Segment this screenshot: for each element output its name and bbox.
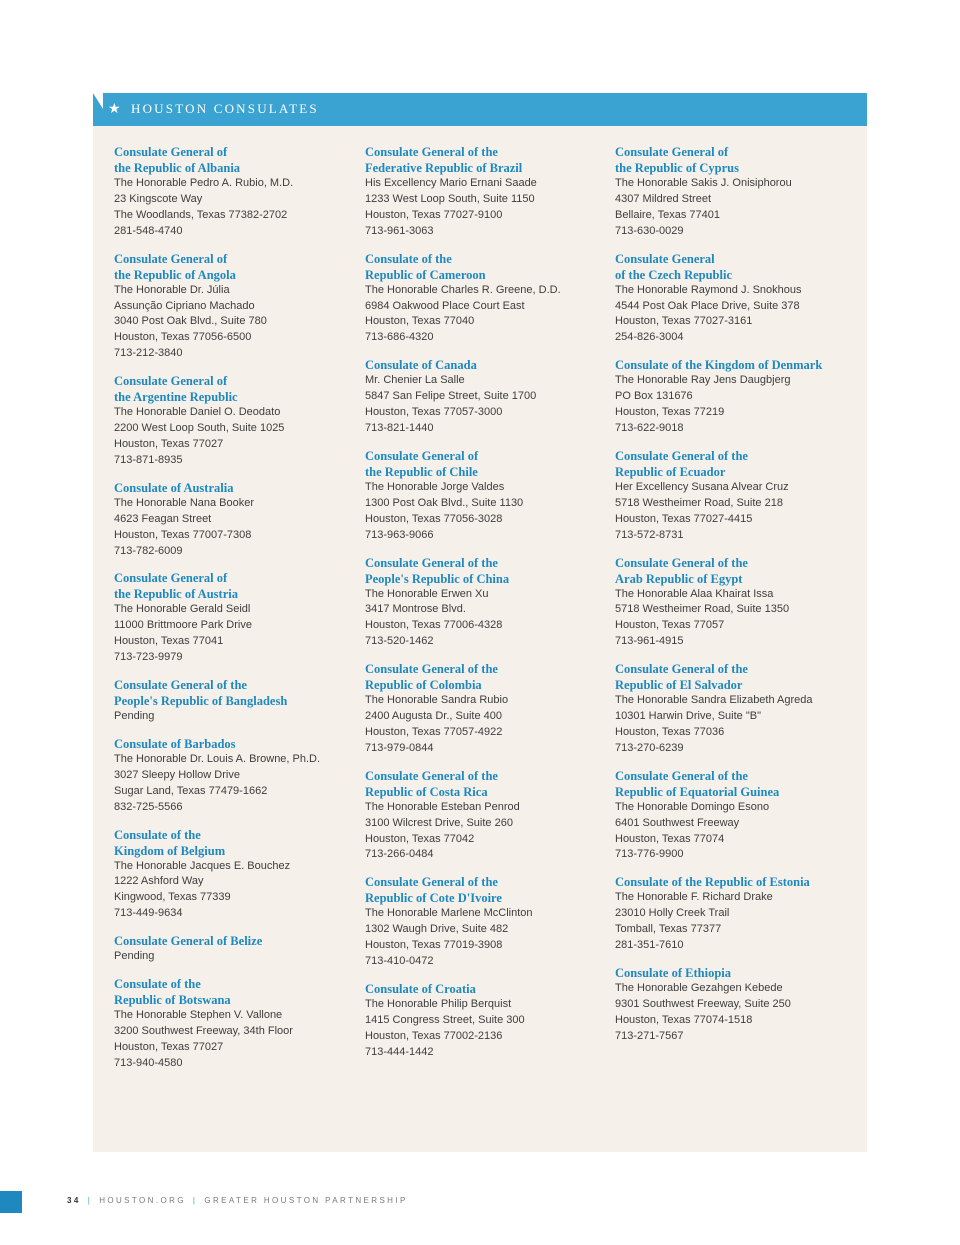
consulate-entry (365, 144, 605, 240)
consulate-detail-line: 713-520-1462 (365, 635, 434, 648)
consulate-detail-line: PO Box 131676 (615, 390, 693, 403)
consulate-detail-line: Kingwood, Texas 77339 (114, 891, 231, 904)
consulate-entry (114, 677, 354, 725)
consulate-name: Consulate General of the Argentine Republic (114, 374, 238, 405)
consulate-detail-line: The Honorable Sandra Elizabeth Agreda (615, 694, 813, 707)
consulate-detail-line: 713-979-0844 (365, 741, 434, 754)
page-footer (67, 1196, 408, 1206)
consulate-name: Consulate General of the Republic of Colombia (365, 662, 498, 693)
consulate-name: Consulate of Croatia (365, 982, 476, 996)
consulate-details (114, 709, 354, 725)
consulate-detail-line: 713-871-8935 (114, 453, 183, 466)
consulate-detail-line: 23 Kingscote Way (114, 192, 203, 205)
consulate-entry (365, 357, 605, 437)
consulate-details (114, 176, 354, 240)
consulate-details (114, 496, 354, 560)
consulate-name: Consulate General of the People's Republic of Bangladesh (114, 678, 288, 709)
consulate-details (365, 693, 605, 757)
consulate-entry (114, 736, 354, 816)
consulate-detail-line: Houston, Texas 77036 (615, 725, 725, 738)
consulate-details (615, 176, 860, 240)
section-title: HOUSTON CONSULATES (131, 101, 319, 116)
consulate-detail-line: Houston, Texas 77057-4922 (365, 725, 503, 738)
consulate-entry (615, 768, 860, 864)
consulate-detail-line: 6984 Oakwood Place Court East (365, 299, 525, 312)
consulate-details (365, 906, 605, 970)
consulate-detail-line: 713-686-4320 (365, 331, 434, 344)
consulate-detail-line: Mr. Chenier La Salle (365, 374, 465, 387)
consulate-detail-line: The Honorable Ray Jens Daugbjerg (615, 374, 791, 387)
consulate-name: Consulate General of the Federative Republic of Brazil (365, 145, 523, 175)
consulate-detail-line: 3040 Post Oak Blvd., Suite 780 (114, 315, 267, 328)
consulate-detail-line: The Honorable Marlene McClinton (365, 907, 533, 920)
footer-separator: | (192, 1196, 198, 1205)
consulate-name: Consulate General of the Republic of Angola (114, 251, 236, 282)
consulate-detail-line: 713-961-3063 (365, 224, 434, 237)
consulate-details (114, 1008, 354, 1072)
consulate-details (615, 981, 860, 1045)
consulate-detail-line: 713-723-9979 (114, 651, 183, 664)
footer-organization: GREATER HOUSTON PARTNERSHIP (204, 1196, 408, 1205)
consulate-name: Consulate General of the Republic of Cyprus (615, 145, 739, 175)
consulate-detail-line: 23010 Holly Creek Trail (615, 907, 730, 920)
consulate-detail-line: The Honorable Sakis J. Onisiphorou (615, 177, 792, 189)
consulate-detail-line: The Honorable F. Richard Drake (615, 891, 773, 904)
consulate-entry (114, 933, 354, 965)
consulate-name: Consulate of the Republic of Cameroon (365, 251, 486, 282)
consulate-detail-line: The Honorable Erwen Xu (365, 587, 489, 600)
consulate-detail-line: Sugar Land, Texas 77479-1662 (114, 784, 268, 797)
consulate-detail-line: The Honorable Charles R. Greene, D.D. (365, 283, 561, 296)
consulate-detail-line: 713-940-4580 (114, 1056, 183, 1069)
consulate-name: Consulate General of the Republic of Chile (365, 448, 479, 479)
footer-website: HOUSTON.ORG (99, 1196, 186, 1205)
consulate-detail-line: The Honorable Sandra Rubio (365, 694, 509, 707)
consulate-entry (365, 555, 605, 651)
consulate-detail-line: 1302 Waugh Drive, Suite 482 (365, 923, 509, 936)
consulate-entry (615, 874, 860, 954)
consulate-detail-line: 713-449-9634 (114, 907, 183, 920)
consulate-detail-line: 5718 Westheimer Road, Suite 218 (615, 496, 783, 509)
consulate-detail-line: Assunção Cipriano Machado (114, 299, 255, 312)
consulate-name: Consulate of the Kingdom of Denmark (615, 358, 823, 373)
consulate-name: Consulate General of the Republic of Albania (114, 145, 241, 175)
consulate-detail-line: 1300 Post Oak Blvd., Suite 1130 (365, 496, 524, 509)
consulate-details (615, 283, 860, 347)
consulate-detail-line: 713-622-9018 (615, 421, 684, 434)
consulate-detail-line: The Honorable Jorge Valdes (365, 480, 505, 493)
consulate-name: Consulate General of the Republic of Ecuador (615, 448, 748, 479)
consulate-details (615, 480, 860, 544)
consulate-detail-line: 713-963-9066 (365, 528, 434, 541)
consulate-name: Consulate General of Belize (114, 934, 263, 949)
consulate-detail-line: Tomball, Texas 77377 (615, 923, 722, 936)
consulate-detail-line: Houston, Texas 77027 (114, 437, 224, 450)
consulate-detail-line: His Excellency Mario Ernani Saade (365, 177, 537, 189)
consulate-detail-line: 281-548-4740 (114, 224, 183, 237)
consulate-detail-line: Houston, Texas 77027-3161 (615, 315, 753, 328)
consulate-detail-line: The Honorable Domingo Esono (615, 800, 770, 813)
consulate-detail-line: The Honorable Alaa Khairat Issa (615, 587, 774, 600)
consulate-detail-line: Houston, Texas 77057 (615, 619, 725, 632)
consulate-detail-line: The Honorable Jacques E. Bouchez (114, 859, 291, 872)
consulate-detail-line: 1233 West Loop South, Suite 1150 (365, 192, 535, 205)
consulate-detail-line: 713-270-6239 (615, 741, 684, 754)
consulate-entry (114, 976, 354, 1072)
consulate-detail-line: 254-826-3004 (615, 331, 684, 344)
consulate-entry (114, 251, 354, 363)
consulate-detail-line: 10301 Harwin Drive, Suite "B" (615, 710, 761, 723)
consulate-details (365, 480, 605, 544)
consulate-entry (615, 448, 860, 544)
consulate-detail-line: 3417 Montrose Blvd. (365, 603, 466, 616)
consulate-detail-line: The Honorable Raymond J. Snokhous (615, 283, 802, 296)
consulate-details (365, 997, 605, 1061)
consulate-details (114, 949, 354, 965)
consulate-details (365, 283, 605, 347)
consulate-detail-line: 1415 Congress Street, Suite 300 (365, 1013, 525, 1026)
consulate-name: Consulate of Australia (114, 480, 234, 495)
consulate-detail-line: The Honorable Nana Booker (114, 496, 255, 509)
consulate-detail-line: 713-410-0472 (365, 955, 434, 968)
consulate-name: Consulate General of the Arab Republic of Egypt (615, 555, 748, 586)
banner-notch (93, 93, 103, 125)
consulate-detail-line: 3027 Sleepy Hollow Drive (114, 768, 240, 781)
consulate-details (365, 373, 605, 437)
consulate-entry (114, 827, 354, 923)
consulate-detail-line: Houston, Texas 77027 (114, 1040, 224, 1053)
consulate-name: Consulate of the Republic of Botswana (114, 977, 231, 1008)
consulate-details (114, 602, 354, 666)
consulate-entry (615, 144, 860, 240)
consulate-name: Consulate General of the Republic of Costa Rica (365, 768, 498, 799)
consulate-detail-line: Houston, Texas 77056-6500 (114, 331, 252, 344)
consulate-entry (114, 373, 354, 469)
consulate-detail-line: Houston, Texas 77219 (615, 406, 725, 419)
consulate-detail-line: The Woodlands, Texas 77382-2702 (114, 208, 288, 221)
consulate-details (114, 283, 354, 363)
consulate-entry (615, 661, 860, 757)
consulate-detail-line: 713-961-4915 (615, 635, 684, 648)
consulate-detail-line: 3200 Southwest Freeway, 34th Floor (114, 1025, 293, 1037)
consulate-detail-line: Houston, Texas 77019-3908 (365, 939, 503, 952)
consulate-details (615, 693, 860, 757)
consulate-entry (365, 768, 605, 864)
consulate-entry (615, 555, 860, 651)
page-number: 34 (67, 1196, 81, 1205)
consulate-detail-line: Houston, Texas 77040 (365, 315, 475, 328)
column-1 (114, 144, 354, 1083)
consulate-entry (114, 570, 354, 666)
consulate-detail-line: 4544 Post Oak Place Drive, Suite 378 (615, 299, 800, 312)
consulate-detail-line: 5718 Westheimer Road, Suite 1350 (615, 603, 790, 616)
consulate-detail-line: Houston, Texas 77041 (114, 635, 224, 648)
consulate-name: Consulate General of the People's Republic of China (365, 555, 510, 586)
consulate-entry (365, 874, 605, 970)
consulate-detail-line: 281-351-7610 (615, 939, 684, 952)
consulate-name: Consulate General of the Republic of Austria (114, 571, 238, 602)
consulate-detail-line: Houston, Texas 77074-1518 (615, 1013, 753, 1026)
consulate-details (615, 800, 860, 864)
consulate-name: Consulate General of the Republic of Equatorial Guinea (615, 768, 780, 799)
consulate-details (365, 176, 605, 240)
consulate-detail-line: 2400 Augusta Dr., Suite 400 (365, 710, 502, 723)
consulate-name: Consulate General of the Czech Republic (615, 251, 732, 282)
consulate-entry (114, 144, 354, 240)
consulate-detail-line: 9301 Southwest Freeway, Suite 250 (615, 997, 791, 1010)
column-3 (615, 144, 860, 1056)
consulate-entry (615, 965, 860, 1045)
consulate-detail-line: 713-630-0029 (615, 224, 684, 237)
consulate-detail-line: The Honorable Dr. Louis A. Browne, Ph.D. (114, 752, 321, 765)
consulate-detail-line: The Honorable Pedro A. Rubio, M.D. (114, 177, 294, 189)
consulate-detail-line: The Honorable Gerald Seidl (114, 603, 251, 616)
consulate-detail-line: 713-821-1440 (365, 421, 434, 434)
consulate-detail-line: Houston, Texas 77042 (365, 832, 475, 845)
consulate-detail-line: The Honorable Dr. Júlia (114, 283, 230, 296)
consulate-entry (365, 448, 605, 544)
consulate-detail-line: Pending (114, 710, 155, 723)
column-2 (365, 144, 605, 1072)
consulate-entry (114, 480, 354, 560)
footer-separator: | (87, 1196, 93, 1205)
consulate-detail-line: Houston, Texas 77006-4328 (365, 619, 503, 632)
consulate-detail-line: 6401 Southwest Freeway (615, 816, 740, 829)
consulate-detail-line: Houston, Texas 77027-9100 (365, 208, 503, 221)
consulate-detail-line: The Honorable Stephen V. Vallone (114, 1009, 283, 1022)
consulate-detail-line: 713-572-8731 (615, 528, 684, 541)
consulate-detail-line: 713-212-3840 (114, 347, 183, 360)
consulate-detail-line: 832-725-5566 (114, 800, 183, 813)
consulate-detail-line: 3100 Wilcrest Drive, Suite 260 (365, 816, 513, 829)
consulate-detail-line: Houston, Texas 77002-2136 (365, 1029, 503, 1042)
star-icon: ★ (108, 101, 121, 117)
consulate-detail-line: Houston, Texas 77056-3028 (365, 512, 503, 525)
consulate-detail-line: Bellaire, Texas 77401 (615, 208, 720, 221)
consulate-detail-line: Pending (114, 950, 155, 963)
page-corner-tab (0, 1191, 22, 1213)
consulate-entry (615, 357, 860, 437)
consulate-name: Consulate of the Kingdom of Belgium (114, 827, 226, 858)
consulate-name: Consulate General of the Republic of Cote D'Ivoire (365, 875, 502, 906)
consulate-entry (365, 981, 605, 1061)
consulate-detail-line: The Honorable Esteban Penrod (365, 800, 520, 813)
consulate-entry (615, 251, 860, 347)
consulate-detail-line: 11000 Brittmoore Park Drive (114, 619, 252, 632)
consulate-detail-line: Houston, Texas 77057-3000 (365, 406, 503, 419)
consulate-detail-line: Her Excellency Susana Alvear Cruz (615, 480, 789, 493)
consulate-entry (365, 251, 605, 347)
consulate-details (365, 587, 605, 651)
consulate-details (615, 587, 860, 651)
consulate-detail-line: 4623 Feagan Street (114, 512, 212, 525)
consulate-name: Consulate General of the Republic of El Salvador (615, 662, 748, 693)
consulate-detail-line: 713-266-0484 (365, 848, 434, 861)
consulate-details (365, 800, 605, 864)
consulate-details (615, 890, 860, 954)
consulate-details (615, 373, 860, 437)
consulate-detail-line: The Honorable Philip Berquist (365, 998, 512, 1010)
consulate-detail-line: 713-271-7567 (615, 1029, 684, 1042)
consulate-detail-line: 5847 San Felipe Street, Suite 1700 (365, 390, 537, 403)
consulate-detail-line: 713-776-9900 (615, 848, 684, 861)
consulate-name: Consulate of the Republic of Estonia (615, 875, 810, 890)
consulate-detail-line: 713-444-1442 (365, 1045, 434, 1058)
consulate-detail-line: The Honorable Gezahgen Kebede (615, 982, 783, 994)
consulate-detail-line: Houston, Texas 77007-7308 (114, 528, 252, 541)
consulate-entry (365, 661, 605, 757)
consulate-details (114, 405, 354, 469)
consulate-detail-line: 713-782-6009 (114, 544, 183, 557)
consulate-details (114, 859, 354, 923)
consulate-detail-line: 1222 Ashford Way (114, 875, 204, 888)
consulate-detail-line: 4307 Mildred Street (615, 192, 711, 205)
consulate-name: Consulate of Ethiopia (615, 966, 731, 980)
consulate-detail-line: 2200 West Loop South, Suite 1025 (114, 422, 285, 435)
consulate-detail-line: Houston, Texas 77074 (615, 832, 725, 845)
consulate-name: Consulate of Barbados (114, 736, 236, 751)
consulate-details (114, 752, 354, 816)
consulate-detail-line: The Honorable Daniel O. Deodato (114, 406, 281, 419)
consulate-detail-line: Houston, Texas 77027-4415 (615, 512, 753, 525)
consulate-name: Consulate of Canada (365, 358, 477, 373)
